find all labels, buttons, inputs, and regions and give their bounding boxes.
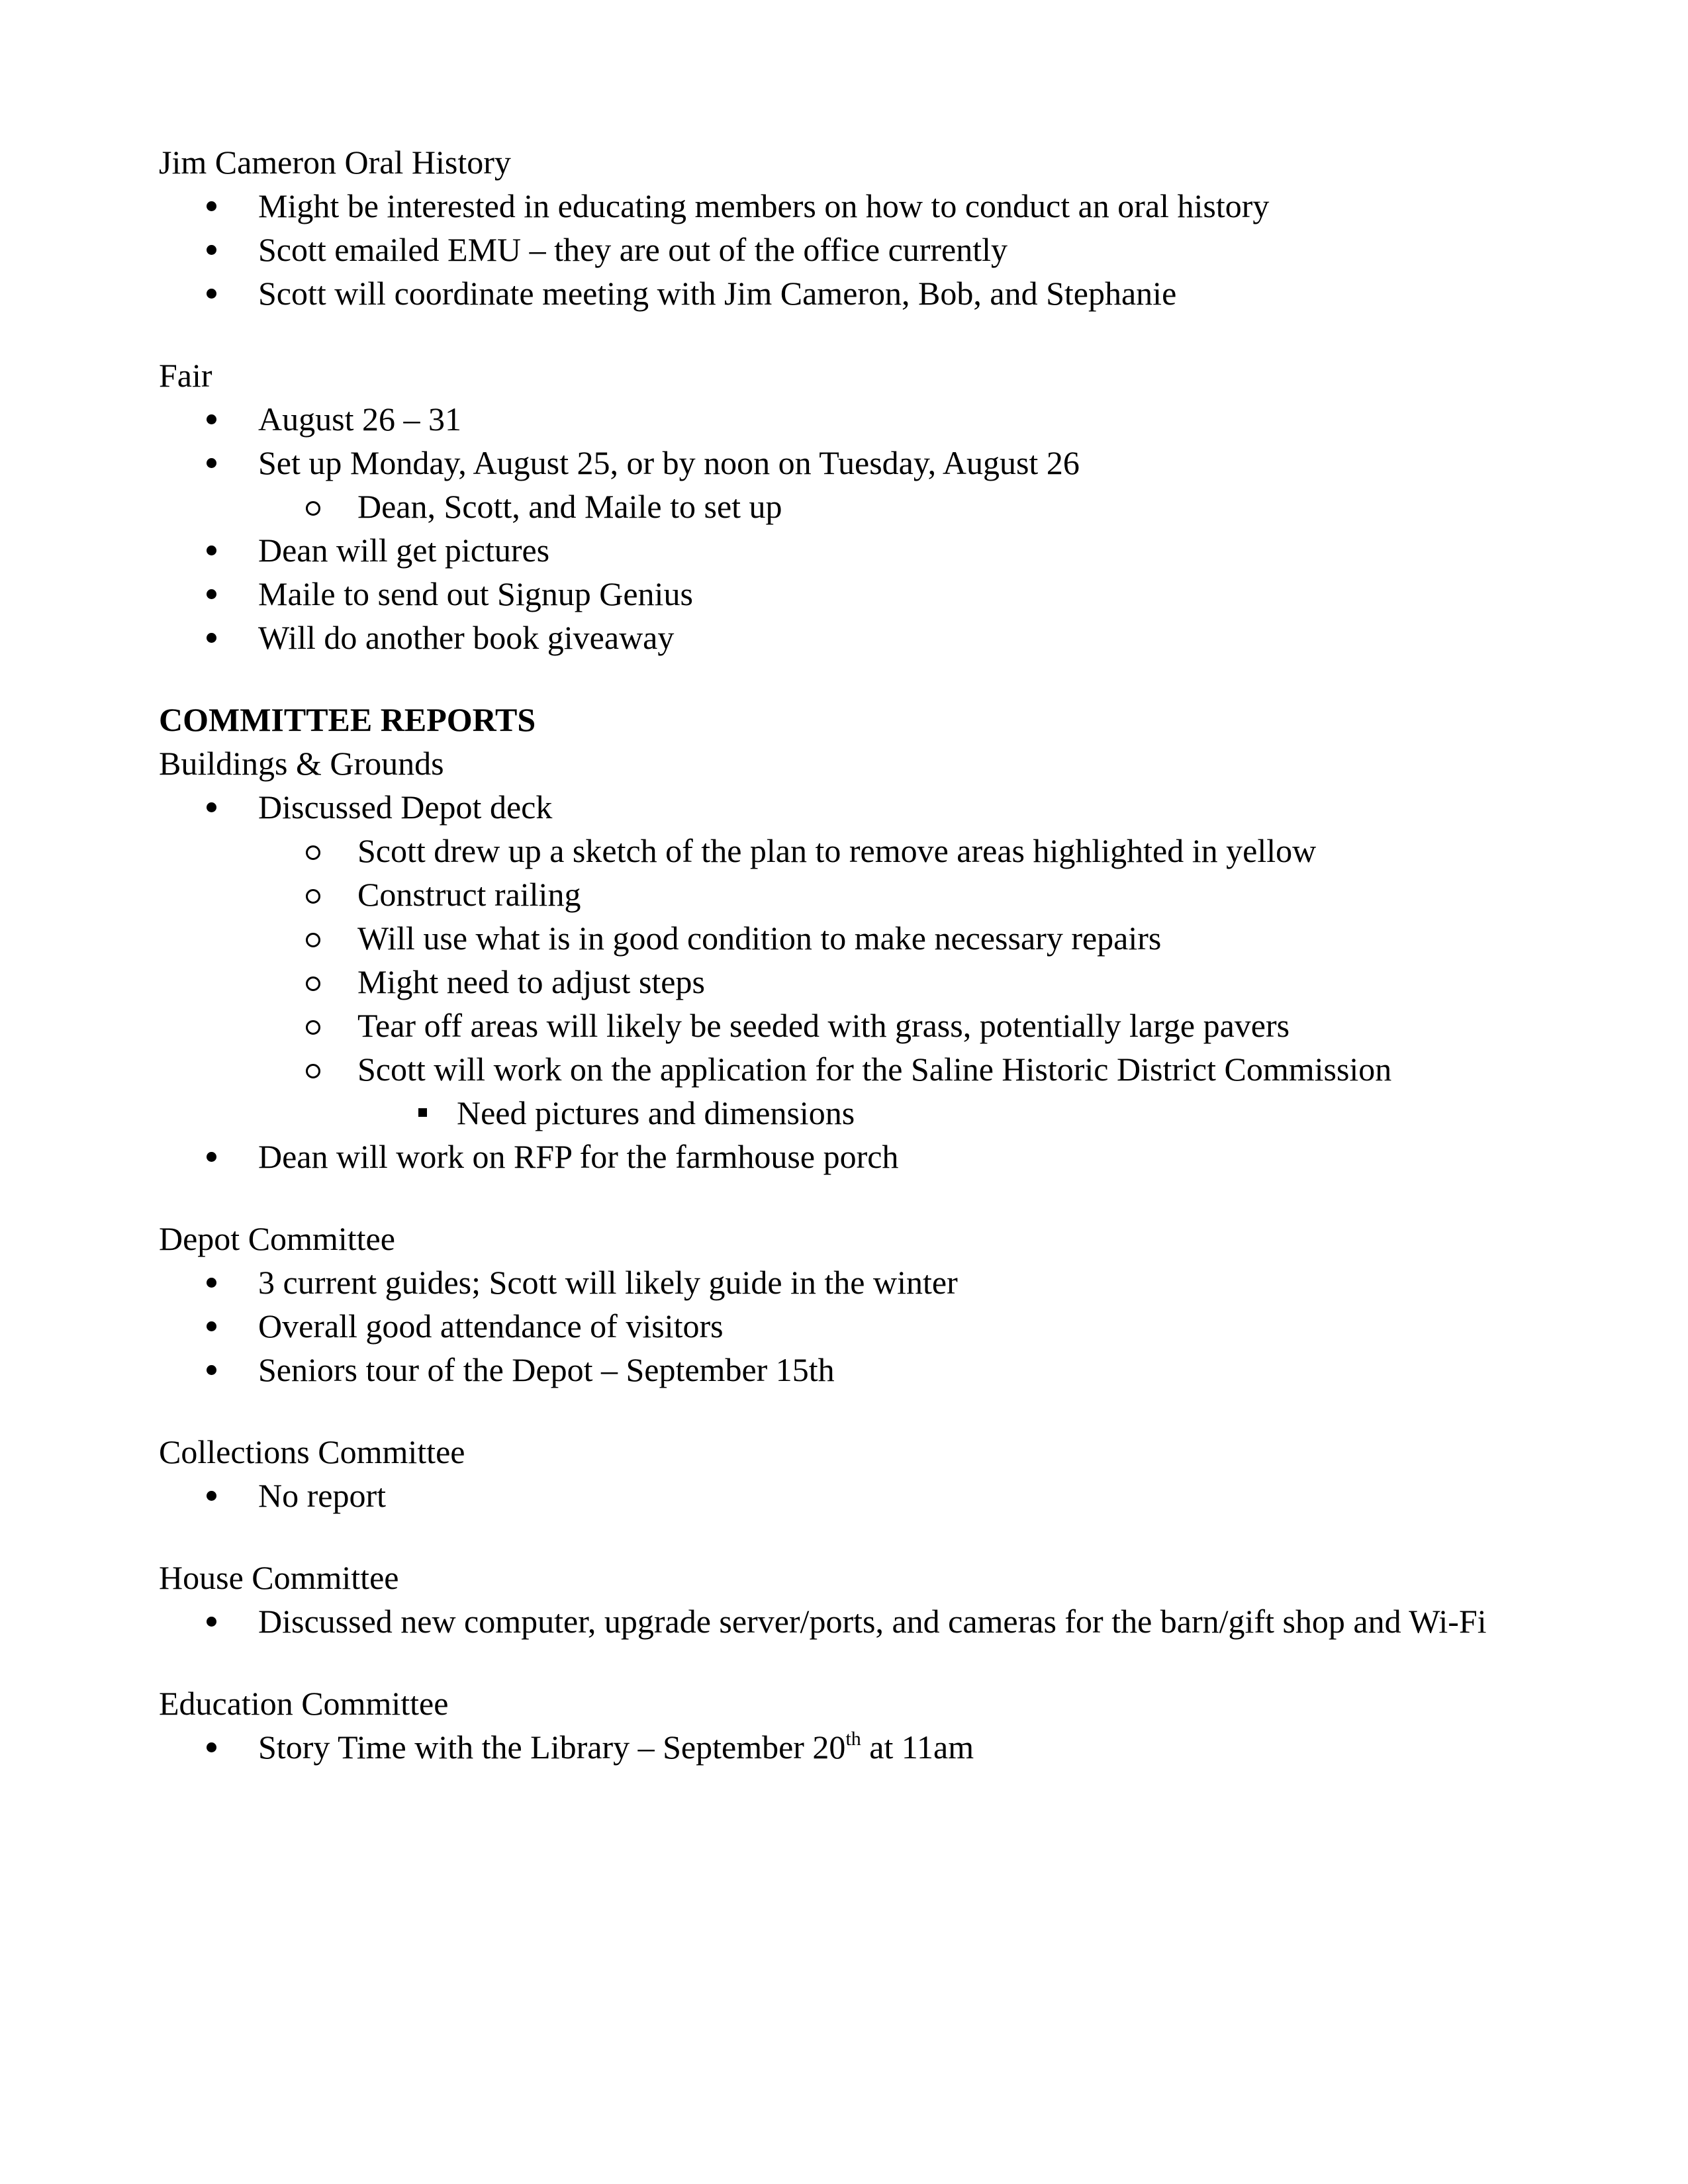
bullet-icon	[207, 589, 216, 599]
fair-title: Fair	[159, 357, 212, 394]
bullet-icon	[207, 1365, 216, 1375]
list-item: August 26 – 31	[159, 397, 1536, 441]
bullet-icon	[207, 289, 216, 299]
hollow-bullet-icon	[306, 501, 320, 516]
bullet-icon	[207, 1152, 216, 1162]
bullet-icon	[207, 1278, 216, 1288]
depot-title: Depot Committee	[159, 1220, 395, 1257]
hollow-bullet-icon	[306, 1020, 320, 1035]
sub-list-item: Will use what is in good condition to make necessary repairs	[159, 916, 1536, 960]
hollow-bullet-icon	[306, 933, 320, 947]
sub-list-item: Construct railing	[159, 873, 1536, 916]
list-item: Discussed new computer, upgrade server/ports, and cameras for the barn/gift shop and Wi-Fi	[159, 1599, 1536, 1643]
list-item: Discussed Depot deck	[159, 785, 1536, 829]
sub-list-item: Tear off areas will likely be seeded with grass, potentially large pavers	[159, 1004, 1536, 1047]
list-item: Dean will get pictures	[159, 528, 1536, 572]
hollow-bullet-icon	[306, 889, 320, 904]
house-title: House Committee	[159, 1559, 399, 1596]
list-item: Dean will work on RFP for the farmhouse porch	[159, 1135, 1536, 1178]
bullet-icon	[207, 802, 216, 812]
list-item: Seniors tour of the Depot – September 15th	[159, 1348, 1536, 1392]
sub-list-item: Might need to adjust steps	[159, 960, 1536, 1004]
list-item: Will do another book giveaway	[159, 616, 1536, 659]
oral-history-title: Jim Cameron Oral History	[159, 144, 511, 181]
bullet-icon	[207, 1491, 216, 1501]
ordinal-suffix: th	[845, 1728, 861, 1750]
house-list	[159, 1599, 1536, 1643]
sub-list-item: Scott will work on the application for the Saline Historic District Commission	[159, 1047, 1536, 1091]
buildings-list	[159, 785, 1536, 1178]
oral-history-list	[159, 184, 1536, 315]
buildings-title: Buildings & Grounds	[159, 745, 444, 782]
education-title: Education Committee	[159, 1685, 449, 1722]
hollow-bullet-icon	[306, 976, 320, 991]
education-list	[159, 1725, 1536, 1769]
list-item: Overall good attendance of visitors	[159, 1304, 1536, 1348]
sub-list-item: Dean, Scott, and Maile to set up	[159, 485, 1536, 528]
bullet-icon	[207, 1617, 216, 1627]
hollow-bullet-icon	[306, 845, 320, 860]
list-item: Scott will coordinate meeting with Jim Cameron, Bob, and Stephanie	[159, 271, 1536, 315]
list-item: Scott emailed EMU – they are out of the office currently	[159, 228, 1536, 271]
collections-title: Collections Committee	[159, 1433, 465, 1470]
list-item: 3 current guides; Scott will likely guide in the winter	[159, 1260, 1536, 1304]
list-item: No report	[159, 1474, 1536, 1517]
sub-list-item: Scott drew up a sketch of the plan to remove areas highlighted in yellow	[159, 829, 1536, 873]
oral-history-section	[159, 140, 1536, 315]
bullet-icon	[207, 1321, 216, 1331]
list-item: Set up Monday, August 25, or by noon on Tuesday, August 26	[159, 441, 1536, 485]
list-item: Maile to send out Signup Genius	[159, 572, 1536, 616]
bullet-icon	[207, 245, 216, 255]
hollow-bullet-icon	[306, 1064, 320, 1078]
sub-sub-list-item: Need pictures and dimensions	[159, 1091, 1536, 1135]
bullet-icon	[207, 546, 216, 555]
bullet-icon	[207, 633, 216, 643]
fair-section	[159, 354, 1536, 659]
minutes-content	[159, 140, 1536, 1769]
fair-list	[159, 397, 1536, 659]
bullet-icon	[207, 201, 216, 211]
list-item: Story Time with the Library – September 20th at 11am	[159, 1725, 1536, 1769]
square-bullet-icon	[418, 1108, 427, 1117]
bullet-icon	[207, 458, 216, 468]
committee-reports-title: COMMITTEE REPORTS	[159, 701, 536, 738]
committee-reports-section	[159, 698, 1536, 1769]
depot-list	[159, 1260, 1536, 1392]
collections-list	[159, 1474, 1536, 1517]
bullet-icon	[207, 1742, 216, 1752]
bullet-icon	[207, 414, 216, 424]
list-item: Might be interested in educating members on how to conduct an oral history	[159, 184, 1536, 228]
